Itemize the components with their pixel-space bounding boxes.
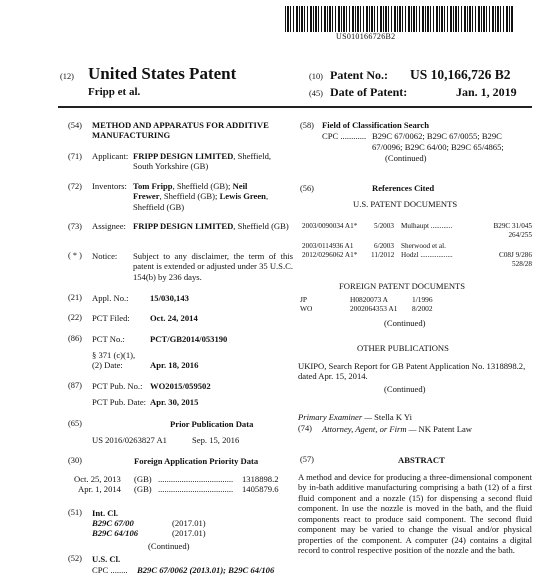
int-cl-class: B29C 67/00	[92, 518, 134, 528]
foreign-reference-row: JP H0820073 A 1/1996	[300, 295, 433, 304]
priority-row: Apr. 1, 2014 (GB) ................................... 1405879.6	[78, 484, 279, 494]
prior-pub-number: US 2016/0263827 A1	[92, 435, 167, 445]
field-search-cpc-label: CPC ............	[322, 131, 367, 141]
field-code-21: (21)	[68, 293, 82, 302]
pct-no-value: PCT/GB2014/053190	[150, 334, 228, 344]
field-code-54: (54)	[68, 121, 82, 130]
field-code-72: (72)	[68, 182, 82, 191]
foreign-reference-row: WO 2002064353 A1 8/2002	[300, 304, 433, 313]
field-code-51: (51)	[68, 508, 82, 517]
inventors-label: Inventors:	[92, 181, 127, 191]
field-search-line: B29C 67/0062; B29C 67/0055; B29C	[372, 131, 502, 141]
us-cl-cpc-label: CPC ........	[92, 565, 128, 575]
priority-rows	[74, 474, 296, 494]
barcode	[285, 6, 513, 32]
int-cl-title: Int. Cl.	[92, 508, 119, 518]
invention-title: METHOD AND APPARATUS FOR ADDITIVE MANUFACTURING	[92, 120, 269, 141]
foreign-docs-heading: FOREIGN PATENT DOCUMENTS	[339, 281, 466, 291]
attorney-line: Attorney, Agent, or Firm — NK Patent Law	[322, 424, 472, 434]
appl-no-value: 15/030,143	[150, 293, 189, 303]
field-code-notice: ( * )	[68, 251, 82, 260]
barcode-number: US010166726B2	[336, 32, 396, 41]
assignee-value: FRIPP DESIGN LIMITED, Sheffield (GB)	[133, 221, 289, 231]
foreign-references-list	[300, 296, 520, 314]
us-cl-title: U.S. Cl.	[92, 554, 121, 564]
appl-no-label: Appl. No.:	[92, 293, 129, 303]
field-code-58: (58)	[300, 121, 314, 130]
priority-title: Foreign Application Priority Data	[134, 456, 259, 466]
pct-pub-date-value: Apr. 30, 2015	[150, 397, 199, 407]
prior-pub-date: Sep. 15, 2016	[192, 435, 240, 445]
notice-text: Subject to any disclaimer, the term of this patent is extended or adjusted under 35 U.S.C. 154(b) by 236 days.	[133, 251, 293, 282]
pct-filed-label: PCT Filed:	[92, 313, 130, 323]
field-code-65: (65)	[68, 419, 82, 428]
inventors-value: Tom Fripp, Sheffield (GB); Neil Frewer, Sheffield (GB); Lewis Green, Sheffield (GB)	[133, 181, 269, 212]
abstract-text: A method and device for producing a three-dimensional component by in-bath additive manufacturing comprising a bath (12) of a first fluid component and a nozzle (15) for dispensing a second fluid component. In use the nozzle is moved in the bath, and the fluid components react to produce said component. The second fluid component may be varied to change the visual and/or physical properties of the component. A computer (24) contains a digital record to control respective position of the nozzle and the bath.	[298, 472, 532, 556]
int-cl-version: (2017.01)	[172, 518, 206, 528]
abstract-title: ABSTRACT	[398, 455, 445, 465]
field-code-56: (56)	[300, 184, 314, 193]
primary-examiner-line: Primary Examiner — Stella K Yi	[298, 412, 413, 422]
patent-number: US 10,166,726 B2	[410, 67, 511, 82]
pct-filed-value: Oct. 24, 2014	[150, 313, 198, 323]
field-code-22: (22)	[68, 313, 82, 322]
references-title: References Cited	[372, 183, 435, 193]
int-cl-class: B29C 64/106	[92, 528, 139, 538]
field-code-74: (74)	[298, 424, 312, 433]
field-search-line: 67/0096; B29C 64/00; B29C 65/4865;	[372, 142, 504, 152]
pct-pub-no-label: PCT Pub. No.:	[92, 381, 143, 391]
notice-label: Notice:	[92, 251, 118, 261]
field-code-45: (45)	[309, 89, 323, 98]
pct-pub-date-label: PCT Pub. Date:	[92, 397, 147, 407]
other-publication-text: UKIPO, Search Report for GB Patent Application No. 1318898.2, dated Apr. 15, 2014.	[298, 361, 526, 382]
field-code-86: (86)	[68, 334, 82, 343]
us-cl-classes: B29C 67/0062 (2013.01); B29C 64/106	[137, 565, 275, 575]
int-cl-version: (2017.01)	[172, 528, 206, 538]
applicant-value: FRIPP DESIGN LIMITED, Sheffield, South Yorkshire (GB)	[133, 151, 272, 172]
s371-label: § 371 (c)(1),	[92, 350, 136, 360]
field-code-73: (73)	[68, 222, 82, 231]
date-of-patent-label: Date of Patent:	[330, 85, 408, 99]
us-patent-docs-heading: U.S. PATENT DOCUMENTS	[353, 199, 458, 209]
inventors-short: Fripp et al.	[88, 86, 141, 98]
priority-row: Oct. 25, 2013 (GB) ................................... 1318898.2	[74, 474, 279, 484]
field-search-continued: (Continued)	[385, 153, 427, 163]
date-of-patent: Jan. 1, 2019	[456, 85, 517, 99]
field-code-57: (57)	[300, 455, 314, 464]
field-code-52: (52)	[68, 554, 82, 563]
other-publications-heading: OTHER PUBLICATIONS	[357, 343, 449, 353]
header-rule	[58, 106, 532, 108]
foreign-continued: (Continued)	[384, 318, 426, 328]
s371-date-value: Apr. 18, 2016	[150, 360, 199, 370]
applicant-label: Applicant:	[92, 151, 129, 161]
int-cl-continued: (Continued)	[148, 541, 190, 551]
field-code-71: (71)	[68, 152, 82, 161]
pct-pub-no-value: WO2015/059502	[150, 381, 211, 391]
field-code-10: (10)	[309, 72, 323, 81]
reference-row: 2012/0296062 A1* 11/2012 Hodzl .................. C08J 9/286 528/28	[302, 251, 532, 268]
field-search-title: Field of Classification Search	[322, 120, 430, 130]
assignee-label: Assignee:	[92, 221, 126, 231]
other-continued: (Continued)	[384, 384, 426, 394]
patent-type-title: United States Patent	[88, 64, 237, 83]
reference-row: 2003/0090034 A1* 5/2003 Mulhaupt ............ B29C 31/045 264/255	[302, 222, 532, 239]
pct-no-label: PCT No.:	[92, 334, 125, 344]
field-code-30: (30)	[68, 456, 82, 465]
s371-date-label: (2) Date:	[92, 360, 123, 370]
field-code-87: (87)	[68, 381, 82, 390]
field-code-12: (12)	[60, 72, 74, 81]
patent-no-label: Patent No.:	[330, 68, 388, 82]
prior-pub-title: Prior Publication Data	[170, 419, 254, 429]
reference-row: 2003/0114936 A1 6/2003 Sherwood et al.	[302, 242, 446, 250]
us-references-list	[302, 222, 532, 269]
